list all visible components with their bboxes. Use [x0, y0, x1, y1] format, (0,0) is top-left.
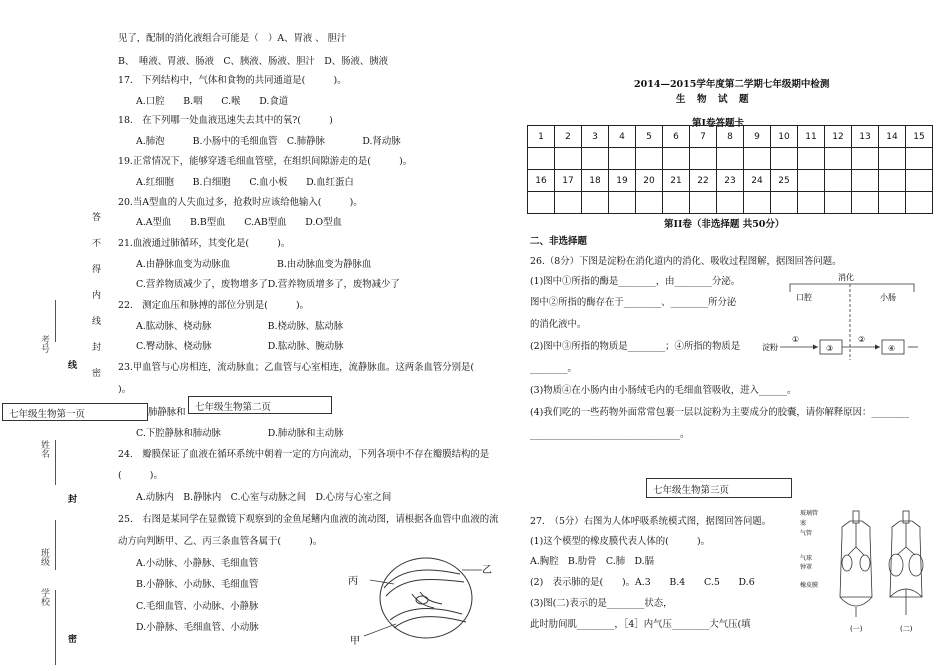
q26-sub4: (4)我们吃的一些药物外面常常包裹一层以淀粉为主要成分的胶囊，请你解释原因：________ [530, 407, 909, 418]
blood-vessel-figure [342, 548, 502, 658]
cell [852, 170, 879, 192]
xingming-label: 姓名 [39, 440, 49, 458]
answer-cell [798, 192, 825, 214]
answer-cell[interactable] [798, 148, 825, 170]
q26-sub4b: ________________________________。 [530, 429, 690, 440]
page1-label-box: 七年级生物第一页 [2, 403, 148, 421]
banji-line [55, 520, 56, 570]
label-bing: 丙 [348, 576, 358, 587]
diagram-label-kouqiang: 口腔 [796, 293, 812, 302]
q23: 23.甲血管与心房相连，流动脉血；乙血管与心室相连，流静脉血。这两条血管分别是( [118, 362, 475, 373]
answer-cell[interactable] [717, 192, 744, 214]
q22: 22. 测定血压和脉搏的部位分别是( )。 [118, 300, 309, 311]
section2-title: 二、非选择题 [530, 236, 588, 247]
answer-cell[interactable] [825, 148, 852, 170]
q25-option-b: B.小静脉、小动脉、毛细血管 [136, 579, 259, 590]
page3-label-box: 七年级生物第三页 [646, 478, 792, 498]
q24-paren: ( )。 [118, 470, 163, 481]
seal-char-4: 内 [92, 291, 102, 301]
q23-options-cd: C.下腔静脉和肺动脉 D.肺动脉和主动脉 [136, 428, 344, 439]
cell [798, 170, 825, 192]
q25: 25. 右图是某同学在显微镜下观察到的金鱼尾鳍内血液的流动图，请根据各血管中血液的流 [118, 514, 499, 525]
xuexiao-label: 学校 [39, 588, 49, 606]
cell: 3 [582, 126, 609, 148]
q24: 24. 瓣膜保证了血液在循环系统中朝着一定的方向流动，下列各项中不存在瓣膜结构的是 [118, 449, 490, 460]
answer-cell[interactable] [663, 148, 690, 170]
q22-options-ab: A.肱动脉、桡动脉 B.桡动脉、肱动脉 [136, 321, 344, 332]
answer-cell[interactable] [852, 148, 879, 170]
q16-options: B、 唾液、胃液、肠液 C、胰液、肠液、胆汁 D、肠液、胰液 [118, 56, 389, 67]
cell: 7 [690, 126, 717, 148]
q26-sub3: (3)物质④在小肠内由小肠绒毛内的毛细血管吸收，进入______。 [530, 385, 797, 396]
diagram-label-dianfen: 淀粉 [762, 343, 778, 352]
q17: 17. 下列结构中，气体和食物的共同通道是( )。 [118, 75, 347, 86]
cell [879, 170, 906, 192]
cell: 17 [555, 170, 582, 192]
diagram-label-c2: ② [858, 335, 866, 344]
seal-small-1: 线 [68, 361, 78, 371]
seal-char-2: 不 [92, 239, 102, 249]
answer-cell[interactable] [879, 148, 906, 170]
part2-title: 第II卷（非选择题 共50分） [664, 219, 785, 230]
label-jia: 甲 [350, 636, 360, 647]
answer-cell[interactable] [609, 148, 636, 170]
cell: 16 [528, 170, 555, 192]
answer-row-numbers-2 [528, 170, 933, 192]
cell: 9 [744, 126, 771, 148]
answer-cell[interactable] [528, 148, 555, 170]
q21-options-cd: C.营养物质减少了，废物增多了D.营养物质增多了，废物减少了 [136, 279, 400, 290]
q23-option-b: 肺静脉和 [148, 407, 186, 418]
q27: 27. （5分）右图为人体呼吸系统模式图，据图回答问题。 [530, 516, 772, 527]
q21-options-ab: A.由静脉血变为动脉血 B.由动脉血变为静脉血 [136, 259, 372, 270]
answer-cell[interactable] [663, 192, 690, 214]
answer-cell [879, 192, 906, 214]
answer-cell [825, 192, 852, 214]
q19: 19.正常情况下，能够穿透毛细血管壁，在组织间隙游走的是( )。 [118, 156, 413, 167]
answer-row-blank-1 [528, 148, 933, 170]
q27-sub1: (1)这个模型的橡皮膜代表人体的( )。 [530, 536, 710, 547]
bell-label-3: 气球 [800, 555, 813, 562]
answer-cell [852, 192, 879, 214]
q19-options: A.红细胞 B.白细胞 C.血小板 D.血红蛋白 [136, 177, 354, 188]
answer-cell[interactable] [582, 192, 609, 214]
q18: 18. 在下列哪一处血液迅速失去其中的氧?( ) [118, 115, 333, 126]
answer-cell[interactable] [636, 148, 663, 170]
q22-options-cd: C.臀动脉、桡动脉 D.肱动脉、腕动脉 [136, 341, 344, 352]
cell: 2 [555, 126, 582, 148]
subject-title: 生 物 试 题 [676, 94, 750, 105]
cell: 22 [690, 170, 717, 192]
seal-char-5: 线 [92, 317, 102, 327]
q21: 21.血液通过肺循环，其变化是( )。 [118, 238, 291, 249]
q26-sub2b: ________。 [530, 363, 577, 374]
bell-label-4: 钟罩 [800, 564, 813, 571]
q27-sub2: (2) 表示肺的是( )。A.3 B.4 C.5 D.6 [530, 577, 755, 588]
q26-sub2: (2)图中③所指的物质是________；④所指的物质是 [530, 341, 741, 352]
q18-options: A.肺泡 B.小肠中的毛细血管 C.肺静脉 D.肾动脉 [136, 136, 401, 147]
answer-cell[interactable] [555, 192, 582, 214]
seal-small-3: 密 [68, 635, 78, 645]
bell-label-0: 玻璃管 [800, 510, 819, 517]
cell: 8 [717, 126, 744, 148]
answer-cell[interactable] [744, 192, 771, 214]
answer-cell[interactable] [636, 192, 663, 214]
diagram-label-xiaochang: 小肠 [880, 293, 896, 302]
cell: 23 [717, 170, 744, 192]
q26-sub1c: 的消化液中。 [530, 319, 587, 330]
answer-row-blank-2 [528, 192, 933, 214]
diagram-label-c1: ① [792, 335, 800, 344]
cell: 20 [636, 170, 663, 192]
q17-options: A.口腔 B.咽 C.喉 D.食道 [136, 96, 289, 107]
xingming-line [55, 440, 56, 485]
answer-cell[interactable] [717, 148, 744, 170]
q25-line2: 动方向判断甲、乙、丙三条血管各属于( )。 [118, 536, 323, 547]
diagram-label-c3: ③ [826, 344, 834, 353]
diagram-label-xiaohua: 消化 [838, 273, 854, 282]
cell: 1 [528, 126, 555, 148]
xuexiao-line [55, 590, 56, 665]
answer-cell[interactable] [582, 148, 609, 170]
seal-char-6: 封 [92, 343, 102, 353]
answer-cell[interactable] [771, 148, 798, 170]
answer-cell[interactable] [528, 192, 555, 214]
cell: 12 [825, 126, 852, 148]
bell-label-1: 塞 [800, 520, 807, 527]
cell: 5 [636, 126, 663, 148]
kaohao-label: 考号 [39, 335, 49, 353]
q23-close: )。 [118, 384, 132, 395]
q20-options: A.A型血 B.B型血 C.AB型血 D.O型血 [136, 217, 342, 228]
q24-options: A.动脉内 B.静脉内 C.心室与动脉之间 D.心房与心室之间 [136, 492, 392, 503]
bell-caption-2: (二) [900, 625, 913, 633]
diagram-label-c4: ④ [888, 344, 896, 353]
answer-cell[interactable] [555, 148, 582, 170]
cell: 11 [798, 126, 825, 148]
q25-option-d: D.小静脉、毛细血管、小动脉 [136, 622, 259, 633]
answer-row-numbers-1 [528, 126, 933, 148]
kaohao-line [55, 300, 56, 342]
bell-label-5: 橡皮膜 [800, 582, 819, 589]
seal-small-2: 封 [68, 495, 78, 505]
cell: 21 [663, 170, 690, 192]
q26-sub1b: 图中②所指的酶存在于________、________所分泌 [530, 297, 737, 308]
bell-jar-model [800, 505, 940, 635]
cell: 4 [609, 126, 636, 148]
seal-char-1: 答 [92, 213, 102, 223]
cell [825, 170, 852, 192]
q26-sub1: (1)图中①所指的酶是________，由________分泌。 [530, 276, 741, 287]
cell: 13 [852, 126, 879, 148]
q20: 20.当A型血的人失血过多，抢救时应该给他输入( )。 [118, 197, 363, 208]
digestion-diagram [762, 270, 922, 362]
banji-label: 班级 [39, 548, 49, 566]
q27-sub4: 此时肋间肌________，［4］内气压________大气压(填 [530, 619, 751, 630]
cell: 25 [771, 170, 798, 192]
answer-cell[interactable] [906, 148, 933, 170]
q27-sub3: (3)图(二)表示的是________状态， [530, 598, 673, 609]
q25-option-a: A.小动脉、小静脉、毛细血管 [136, 558, 259, 569]
page2-label-box: 七年级生物第二页 [188, 396, 332, 414]
label-yi: 乙 [482, 565, 492, 576]
answer-cell [906, 192, 933, 214]
cell: 18 [582, 170, 609, 192]
answer-cell[interactable] [771, 192, 798, 214]
answer-cell[interactable] [690, 148, 717, 170]
answer-cell[interactable] [609, 192, 636, 214]
q27-sub1-options: A.胸腔 B.肋骨 C.肺 D.膈 [530, 556, 654, 567]
cell: 10 [771, 126, 798, 148]
seal-char-7: 密 [92, 369, 102, 379]
answer-card-title: 第Ⅰ卷答题卡 [692, 118, 744, 129]
bell-label-2: 气管 [800, 530, 813, 537]
cell: 24 [744, 170, 771, 192]
cell: 6 [663, 126, 690, 148]
q16-tail: 见了，配制的消化液组合可能是（ ）A、胃液 、 胆汁 [118, 33, 347, 44]
q25-option-c: C.毛细血管、小动脉、小静脉 [136, 601, 259, 612]
seal-char-3: 得 [92, 265, 102, 275]
bell-caption-1: (一) [850, 625, 863, 633]
cell [906, 170, 933, 192]
cell: 14 [879, 126, 906, 148]
answer-card-table [527, 125, 933, 214]
answer-cell[interactable] [690, 192, 717, 214]
cell: 19 [609, 170, 636, 192]
q26: 26.（8分）下图是淀粉在消化道内的消化、吸收过程图解，据图回答问题。 [530, 256, 842, 267]
answer-cell[interactable] [744, 148, 771, 170]
cell: 15 [906, 126, 933, 148]
exam-title: 2014—2015学年度第二学期七年级期中检测 [634, 79, 830, 90]
